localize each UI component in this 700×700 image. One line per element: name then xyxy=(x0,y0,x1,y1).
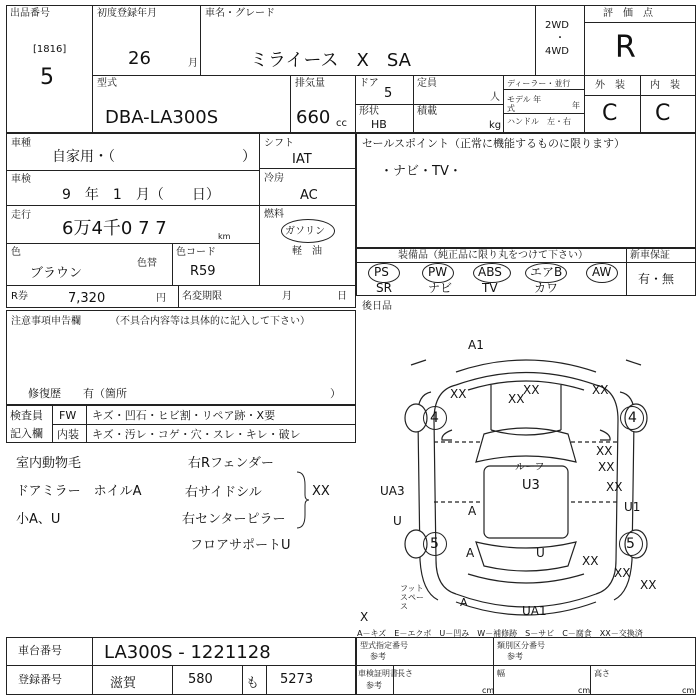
note-line1: 室内動物毛 xyxy=(16,456,82,471)
after-label: 後日品 xyxy=(362,301,392,312)
shape-value: HB xyxy=(371,118,387,131)
length-unit: cm xyxy=(482,686,495,695)
width-label: 幅 xyxy=(497,669,505,678)
warranty-value: 有・無 xyxy=(638,272,675,286)
mileage-value: 6万4千0 7 7 xyxy=(62,218,167,239)
fuel-gas: ガソリン xyxy=(285,226,325,237)
shift-label: シフト xyxy=(264,138,294,149)
lot-number: 5 xyxy=(40,65,54,90)
first-reg-label: 初度登録年月 xyxy=(97,8,157,19)
car-name: ミライース X SA xyxy=(250,50,411,71)
month-unit: 月 xyxy=(188,58,198,69)
diag-x: X xyxy=(360,610,369,624)
sales-box xyxy=(356,133,696,248)
equip-leather: カワ xyxy=(534,281,559,295)
shape-label: 形状 xyxy=(359,106,379,117)
lot-label: 出品番号 xyxy=(10,8,50,19)
fw-label: FW xyxy=(59,409,77,422)
diag-a-trunk: A xyxy=(460,596,468,609)
diag-xx10: XX xyxy=(640,578,657,592)
inspection-value: 9 年 1 月（ 日） xyxy=(62,187,220,203)
plate-number: 5273 xyxy=(280,672,314,687)
model-value: DBA-LA300S xyxy=(105,107,219,128)
checker-label2: 記入欄 xyxy=(10,427,43,440)
diag-xx2: XX xyxy=(523,383,540,397)
equip-sr: SR xyxy=(376,281,392,295)
capacity-label: 定員 xyxy=(417,78,437,89)
color-code-small: 色替 xyxy=(137,258,157,269)
circle-5-right xyxy=(619,532,643,556)
diag-u1: U1 xyxy=(624,500,641,514)
length-label: 長さ xyxy=(397,669,413,678)
diag-foot: フット スペース xyxy=(400,584,424,611)
name-change-month: 月 xyxy=(282,291,292,302)
equip-aw: AW xyxy=(592,265,612,279)
chassis-value: LA300S - 1221128 xyxy=(104,642,271,663)
kg-unit: kg xyxy=(489,120,502,131)
note-line5: 右サイドシル xyxy=(185,485,262,500)
diag-5-right: 5 xyxy=(626,536,635,552)
fuel-gas-circle xyxy=(281,219,335,243)
note-line2: ドアミラー ホイルA xyxy=(16,484,142,499)
exterior-grade: C xyxy=(602,101,618,126)
inspection-label: 車検 xyxy=(11,174,31,185)
color-value: ブラウン xyxy=(30,266,83,281)
diag-roof: ルーフ xyxy=(515,462,545,473)
diag-xx6: XX xyxy=(598,460,615,474)
equip-airbag: エアB xyxy=(530,265,563,279)
drive-2wd: 2WD xyxy=(545,20,569,31)
plate-kana: も xyxy=(246,676,260,691)
color-code-value: R59 xyxy=(190,264,216,279)
diag-a1: A1 xyxy=(468,338,484,352)
circle-4-left xyxy=(423,406,447,430)
person-unit: 人 xyxy=(490,92,500,103)
interior-label: 内 装 xyxy=(650,80,680,91)
spec-label2: 参考 xyxy=(370,652,386,661)
handle-label: ハンドル 左・右 xyxy=(507,117,571,126)
fuel-diesel: 軽 油 xyxy=(292,246,322,257)
height-unit: cm xyxy=(682,686,695,695)
diag-a-left: A xyxy=(468,504,477,518)
grade-value: R xyxy=(615,30,636,65)
load-label: 積載 xyxy=(417,106,437,117)
diag-5-left: 5 xyxy=(430,536,439,552)
diag-ua1: UA1 xyxy=(522,604,547,618)
fuel-label: 燃料 xyxy=(264,209,284,220)
diag-ua3: UA3 xyxy=(380,484,405,498)
diag-xx1: XX xyxy=(450,387,467,401)
int-label: 内装 xyxy=(57,428,79,441)
equip-tv: TV xyxy=(482,281,498,295)
lot-code: [1816] xyxy=(33,44,67,55)
circle-airbag xyxy=(525,263,567,283)
diag-xx3: XX xyxy=(592,383,609,397)
note-line3: 小A、U xyxy=(16,512,61,527)
cat-label2: 参考 xyxy=(507,652,523,661)
equipment-label: 装備品（純正品に限り丸をつけて下さい） xyxy=(398,250,588,261)
ac-value: AC xyxy=(300,188,318,203)
name-label: 車名・グレード xyxy=(205,8,275,19)
exterior-label: 外 装 xyxy=(595,80,625,91)
diag-u-rear: U xyxy=(536,546,545,560)
grade-label: 評 価 点 xyxy=(603,8,653,19)
plate-class: 580 xyxy=(188,672,213,687)
sales-value: ・ナビ・TV・ xyxy=(380,164,462,179)
ac-label: 冷房 xyxy=(264,173,284,184)
year-unit: 年 xyxy=(572,101,580,110)
drive-4wd: 4WD xyxy=(545,46,569,57)
cat-label1: 類別区分番号 xyxy=(497,641,545,650)
warranty-label: 新車保証 xyxy=(630,250,670,261)
diag-xx9: XX xyxy=(614,566,631,580)
equip-ps: PS xyxy=(374,265,389,279)
displacement-label: 排気量 xyxy=(295,78,325,89)
model-label: 型式 xyxy=(97,78,117,89)
height-label: 高さ xyxy=(594,669,610,678)
type-value: 自家用・（ xyxy=(52,149,115,165)
note-line5b: XX xyxy=(312,484,330,499)
doors-label: ドア xyxy=(359,78,379,89)
km-unit: km xyxy=(218,232,231,241)
attention-note: （不具合内容等は具体的に記入して下さい） xyxy=(110,316,310,327)
color-code-label: 色コード xyxy=(176,247,216,258)
doors-value: 5 xyxy=(384,86,393,101)
size-label1: 車検証明書 xyxy=(358,669,398,678)
diag-u3: U3 xyxy=(522,478,540,493)
checker-label1: 検査員 xyxy=(10,409,43,422)
note-line4: 右Rフェンダー xyxy=(188,456,274,471)
attention-label: 注意事項申告欄 xyxy=(11,316,81,327)
interior-grade: C xyxy=(655,101,671,126)
r-label: R券 xyxy=(11,291,28,302)
model-year-label: モデル 年式 xyxy=(507,95,542,113)
chassis-label: 車台番号 xyxy=(18,644,62,657)
diag-xx5: XX xyxy=(596,444,613,458)
int-items: キズ・汚レ・コゲ・穴・スレ・キレ・破レ xyxy=(92,428,301,441)
name-change-day: 日 xyxy=(337,291,347,302)
diag-xx7: XX xyxy=(606,480,623,494)
legend: A－キズ E－エクボ U－凹み W－補修跡 S－サビ C－腐食 XX－交換済 xyxy=(357,629,643,638)
diag-xx8: XX xyxy=(582,554,599,568)
shift-value: IAT xyxy=(292,152,312,167)
displacement-value: 660 xyxy=(296,107,331,128)
diag-u-left: U xyxy=(393,514,402,528)
circle-abs xyxy=(473,263,511,283)
spec-label1: 型式指定番号 xyxy=(360,641,408,650)
sales-label: セールスポイント（正常に機能するものに限ります） xyxy=(362,137,626,150)
repair-label: 修復歴 有（箇所 xyxy=(28,387,127,400)
diag-a-rear: A xyxy=(466,546,475,560)
diag-xx4: XX xyxy=(508,392,525,406)
type-close: ） xyxy=(242,149,256,165)
circle-pw xyxy=(422,263,454,283)
color-label: 色 xyxy=(11,247,21,258)
note-line6: 右センターピラー xyxy=(182,512,286,527)
circle-ps xyxy=(368,263,400,283)
equip-pw: PW xyxy=(428,265,448,279)
diag-4-right: 4 xyxy=(628,410,637,426)
circle-5-left xyxy=(423,532,447,556)
type-label: 車種 xyxy=(11,138,31,149)
fw-items: キズ・凹石・ヒビ割・リペア跡・X要 xyxy=(92,409,276,422)
dealer-label: ディーラー・並行 xyxy=(507,79,571,88)
note-brace xyxy=(295,470,311,530)
diag-4-left: 4 xyxy=(430,410,439,426)
plate-area: 滋賀 xyxy=(110,676,137,691)
drive-dot: ・ xyxy=(555,33,565,44)
plate-label: 登録番号 xyxy=(18,673,62,686)
equip-abs: ABS xyxy=(478,265,502,279)
circle-aw xyxy=(586,263,618,283)
width-unit: cm xyxy=(578,686,591,695)
name-change-label: 名変期限 xyxy=(182,291,222,302)
size-label2: 参考 xyxy=(366,681,382,690)
first-reg-year: 26 xyxy=(128,48,151,69)
mileage-label: 走行 xyxy=(11,210,31,221)
repair-close: ） xyxy=(330,387,341,400)
yen-unit: 円 xyxy=(156,293,166,304)
circle-4-right xyxy=(620,406,644,430)
cc-unit: cc xyxy=(336,118,347,129)
equip-navi: ナビ xyxy=(428,281,453,295)
note-line7: フロアサポートU xyxy=(190,538,291,553)
r-value: 7,320 xyxy=(68,291,106,306)
